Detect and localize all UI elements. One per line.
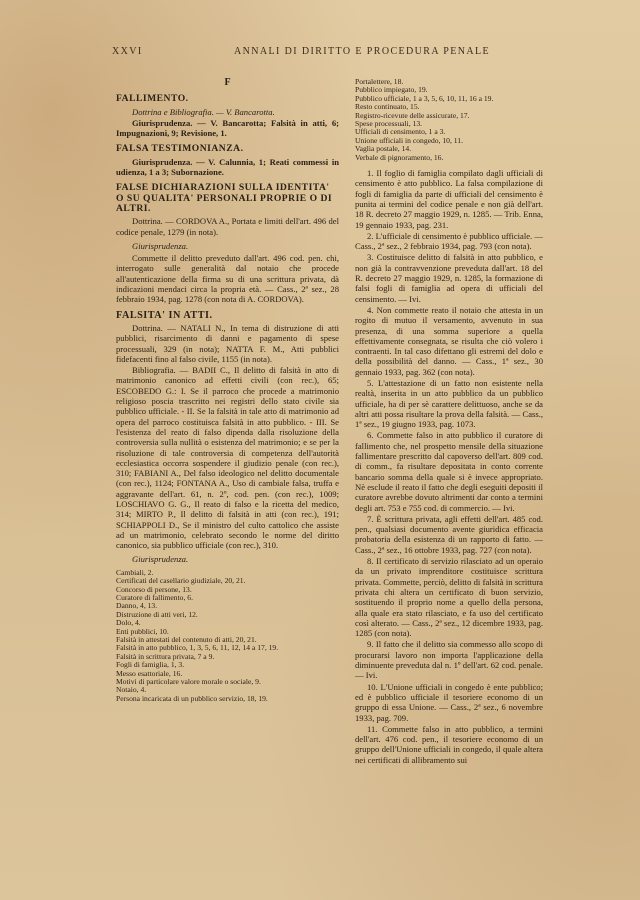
list-item: Notaio, 4. xyxy=(116,685,147,695)
fallimento-jurisprudence: Giurisprudenza. — V. Bancarotta; Falsità in atti, 6; Impugnazioni, 9; Revisione, 1. xyxy=(116,117,339,139)
list-item: Fogli di famiglia, 1, 3. xyxy=(116,660,185,670)
left-column xyxy=(116,78,339,868)
maxim-paragraph: 9. Il fatto che il delitto sia commesso allo scopo di procurarsi lavoro non importa l'applicazione della diminuente preveduta dal n. 1º dell'art. 62 cod. penale. — Ivi. xyxy=(355,639,543,681)
fallimento-doctrine: Dottrina e Bibliografia. — V. Bancarotta. xyxy=(132,106,275,117)
list-item: Verbale di pignoramento, 16. xyxy=(355,152,444,162)
maxim-paragraph: 3. Costituisce delitto di falsità in atto pubblico, e non già la contravvenzione preveduta dall'art. 18 del R. decreto 27 maggio 1929, n. 1285, la formazione di falsi fogli di famiglia ad opera di ufficiali del censimento. — Ivi. xyxy=(355,252,543,304)
list-item: Falsità in atto pubblico, 1, 3, 5, 6, 11, 12, 14 a 17, 19. xyxy=(116,643,279,653)
false-dichiarazioni-doctrine: Dottrina. — CORDOVA A., Portata e limiti dell'art. 496 del codice penale, 1279 (in nota). xyxy=(116,216,339,237)
list-item: Registro-ricevute delle assicurate, 17. xyxy=(355,110,470,120)
list-item: Persona incaricata di un pubblico servizio, 18, 19. xyxy=(116,693,268,703)
heading-false-dichiarazioni: FALSE DICHIARAZIONI SULLA IDENTITA' O SU QUALITA' PERSONALI PROPRIE O DI ALTRI. xyxy=(116,182,333,214)
false-dichiarazioni-jurisprudence: Commette il delitto preveduto dall'art. 496 cod. pen. chi, interrogato sulle generalità dal notaio che procede all'autenticazione della firma su di una scrittura privata, dà indicazioni mendaci circa la propria età. — Cass., 2ª sez., 28 febbraio 1934, pag. 1278 (con nota di A. CORDOVA). xyxy=(116,253,339,305)
list-item: Cambiali, 2. xyxy=(116,567,154,577)
falsita-bibliography: Bibliografia. — BADII C., Il delitto di falsità in atto di matrimonio canonico ad effetti civili (con rec.), 65; ESCOBEDO G.: I. Se il parroco che procede a matrimonio religioso poscia trascritto nei registri dello stato civile sia pubblico ufficiale. - II. Se la falsità in tale atto di matrimonio ad opera del parroco costituisca falsità in atto pubblico. - III. Se l'esistenza del reato di falso dipenda dalla risoluzione della controversia sulla nullità o esistenza del matrimonio; e se per la risoluzione di tale controversia di competenza dell'autorità ecclesiastica occorra sospendere il giudizio penale (con rec.), 310; FABIANI A., Del falso ideologico nel delitto documentale (con rec.), 1124; FONTANA A., Uso di cambiale falsa, truffa e aggravante dell'art. 61, n. 2º, cod. pen. (con rec.), 1009; LOSCHIAVO G. G., Il reato di falso e la ricetta del medico, 314; MIRTO P., Il delitto di falsità in atti (con rec.), 191; SCHIAPPOLI D., Se il ministro del culto cattolico che assiste ad un matrimonio, celebrato secondo le norme del diritto canonico, sia pubblico ufficiale (con rec.), 310. xyxy=(116,365,339,551)
maxim-paragraph: 10. L'Unione ufficiali in congedo è ente pubblico; ed è pubblico ufficiale il tesoriere economo di un gruppo di essa Unione. — Cass., 2ª sez., 6 novembre 1933, pag. 709. xyxy=(355,681,543,723)
maxim-paragraph: 11. Commette falso in atto pubblico, a termini dell'art. 476 cod. pen., il tesoriere economo di un gruppo dell'Unione ufficiali in congedo, il quale altera nei certificati di allibramento sui xyxy=(355,723,543,765)
list-item: Enti pubblici, 10. xyxy=(116,626,169,636)
list-item: Unione ufficiali in congedo, 10, 11. xyxy=(355,135,463,145)
list-item: Ufficiali di censimento, 1 a 3. xyxy=(355,127,446,137)
falsita-jurisprudence-label: Giurisprudenza. xyxy=(132,554,189,565)
heading-falsa-testimonianza: FALSA TESTIMONIANZA. xyxy=(116,143,244,155)
list-item: Curatore di fallimento, 6. xyxy=(116,592,193,602)
maxim-paragraph: 4. Non commette reato il notaio che attesta in un rogito di mutuo il versamento, avvenuto in sua presenza, di una somma superiore a quella effettivamente consegnata, se risulta che ciò volero i contraenti. In tal caso difettano gli estremi del dolo e della possibilità del danno. — Cass., 1ª sez., 30 gennaio 1933, pag. 362 (con nota). xyxy=(355,304,543,377)
heading-fallimento: FALLIMENTO. xyxy=(116,93,189,105)
maxim-paragraph: 6. Commette falso in atto pubblico il curatore di fallimento che, nel prospetto mensile della situazione fallimentare prescritto dal capoverso dell'art. 809 cod. di comm., fa risultare depositata in conto corrente bancario somma della quale si è invece appropriato. Nè esclude il reato il fatto che degli eseguiti depositi il curatore avrebbe dovuto altrimenti dar conto a termini degli art. 753 e 755 cod. di commercio. — Ivi. xyxy=(355,430,543,513)
right-column xyxy=(355,78,543,868)
maxim-paragraph: 5. L'attestazione di un fatto non esistente nella realtà, inserita in un atto pubblico da un pubblico ufficiale, ha di per sè carattere delittuoso, anche se da altri atti possa risultare la prova della falsità. — Cass., 1ª sez., 19 giugno 1933, pag. 1073. xyxy=(355,378,543,430)
falsita-index-right xyxy=(355,78,543,162)
maxim-paragraph: 2. L'ufficiale di censimento è pubblico ufficiale. — Cass., 2ª sez., 2 febbraio 1934, pag. 793 (con nota). xyxy=(355,230,543,252)
maxim-paragraph: 8. Il certificato di servizio rilasciato ad un operaio da un privato imprenditore costituisce scrittura privata. Commette, perciò, delitto di falsità in scrittura privata chi altera un certificato di buon servizio, sostituendo il proprio nome a quello della persona, alla quale era stato rilasciato, e fa uso del certificato così alterato. — Cass., 2ª sez., 12 dicembre 1933, pag. 1285 (con nota). xyxy=(355,556,543,639)
list-item: Concorso di persone, 13. xyxy=(116,584,192,594)
list-item: Certificati del casellario giudiziale, 20, 21. xyxy=(116,576,246,586)
heading-falsita-in-atti: FALSITA' IN ATTI. xyxy=(116,309,213,321)
falsita-index-left xyxy=(116,569,339,704)
section-letter: F xyxy=(224,78,231,88)
list-item: Danno, 4, 13. xyxy=(116,601,158,611)
list-item: Portalettere, 18. xyxy=(355,78,404,86)
list-item: Distruzione di atti veri, 12. xyxy=(116,609,198,619)
page-number: XXVI xyxy=(112,46,143,57)
list-item: Falsità in scrittura privata, 7 a 9. xyxy=(116,651,215,661)
list-item: Messo esattoriale, 16. xyxy=(116,668,183,678)
list-item: Pubblico impiegato, 19. xyxy=(355,85,428,95)
list-item: Spese processuali, 13. xyxy=(355,119,423,129)
maxim-paragraph: 1. Il foglio di famiglia compilato dagli ufficiali di censimento è atto pubblico. La falsa compilazione di fogli di famiglia da parte di ufficiali del censimento è punita ai termini del codice penale e non già dell'art. 18 R. decreto 27 maggio 1929, n. 1285. — Trib. Enna, 19 gennaio 1933, pag. 231. xyxy=(355,168,543,230)
list-item: Pubblico ufficiale, 1 a 3, 5, 6, 10, 11, 16 a 19. xyxy=(355,93,494,103)
falsa-testimonianza-jurisprudence: Giurisprudenza. — V. Calunnia, 1; Reati commessi in udienza, 1 a 3; Subornazione. xyxy=(116,156,339,178)
list-item: Falsità in attestati del contenuto di atti, 20, 21. xyxy=(116,635,257,645)
list-item: Dolo, 4. xyxy=(116,618,141,628)
false-dichiarazioni-jurisprudence-label: Giurisprudenza. xyxy=(132,240,189,251)
maxim-paragraph: 7. È scrittura privata, agli effetti dell'art. 485 cod. pen., qualsiasi documento avente giuridica efficacia probatoria della esistenza di un rapporto di fatto. — Cass., 2ª sez., 16 ottobre 1933, pag. 727 (con nota). xyxy=(355,513,543,555)
falsita-doctrine: Dottrina. — NATALI N., In tema di distruzione di atti pubblici, risarcimento di danni e pagamento di spese processuali, 329 (in nota); NATTA F. M., Atti pubblici fidefacenti fino al falso civile, 1155 (in nota). xyxy=(116,322,339,364)
running-title: ANNALI DI DIRITTO E PROCEDURA PENALE xyxy=(234,46,491,57)
list-item: Resto continuato, 15. xyxy=(355,102,420,112)
list-item: Vaglia postale, 14. xyxy=(355,144,412,154)
list-item: Motivi di particolare valore morale o sociale, 9. xyxy=(116,677,261,687)
